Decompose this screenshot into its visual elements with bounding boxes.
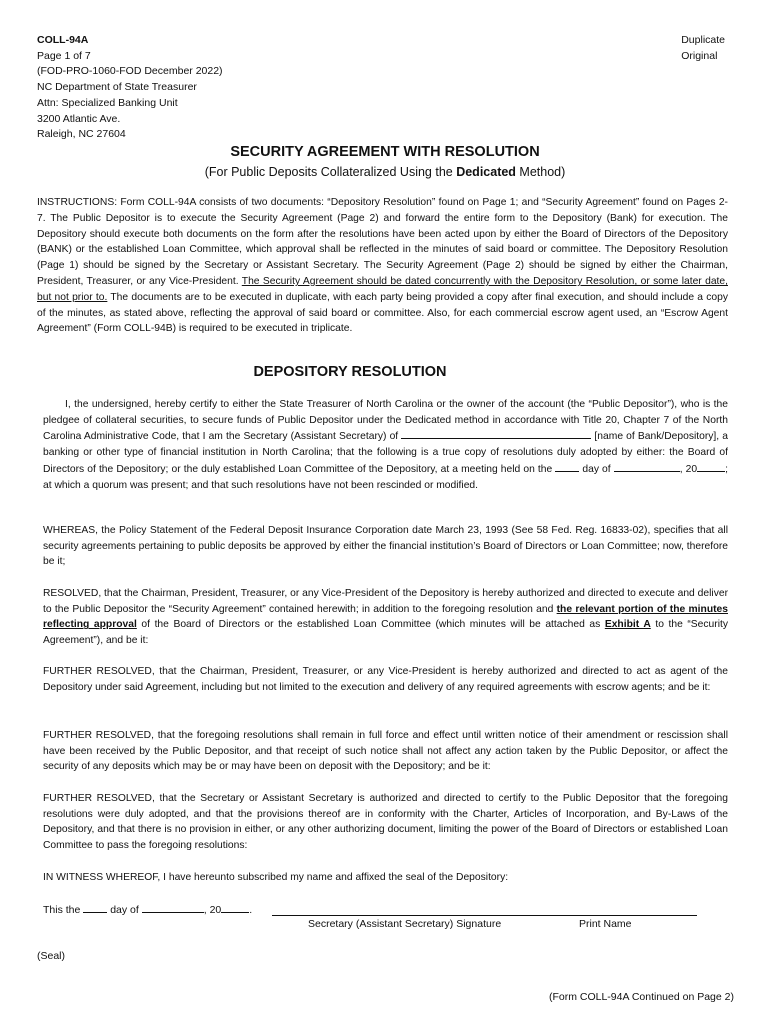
copy-designation: [681, 33, 725, 64]
p3-text-c: to the “Security Agreement”), and be it:: [43, 619, 729, 647]
period-text: .: [249, 904, 253, 916]
day-of-text: day of: [107, 904, 142, 916]
instructions-text-b: The documents are to be executed in duplicate, with each party being provided a copy after final execution, and should include a copy of the minutes, as stated above, reflecting the approval of said board or committee. Also, for each commercial escrow agent used, an “Escrow Agent Agreement” (Form COLL-94B) is required to be executed in triplicate.: [37, 291, 729, 335]
p1-text-e: ; at which a quorum was present; and that such resolutions have not been rescinded or modified.: [43, 463, 728, 491]
meeting-month-blank[interactable]: [614, 461, 680, 472]
document-title: SECURITY AGREEMENT WITH RESOLUTION: [230, 144, 540, 160]
instructions-paragraph: [37, 195, 728, 337]
document-subtitle: [0, 165, 770, 179]
print-name-label: Print Name: [579, 918, 632, 930]
city-state-zip: Raleigh, NC 27604: [37, 128, 126, 141]
p3-text-a: RESOLVED, that the Chairman, President, Treasurer, or any Vice-President of the Depository is hereby authorized and directed to execute and deliver to the Public Depositor the “Security Agreement” contained herewith; in addition to the foregoing resolution and: [43, 588, 728, 615]
signature-label: Secretary (Assistant Secretary) Signature: [308, 918, 502, 930]
this-the-text: This the: [43, 904, 84, 916]
certification-paragraph: [43, 397, 728, 493]
signature-date-line: [43, 902, 252, 916]
further-resolved-agent: FURTHER RESOLVED, that the Chairman, President, Treasurer, or any Vice-President is hereby authorized and directed to act as agent of the Depository under said Agreement, including but not limited to the execution and delivery of any required agreements with escrow agents; and be it:: [43, 666, 728, 693]
form-reference: (FOD-PRO-1060-FOD December 2022): [37, 65, 223, 78]
p1-text-d: , 20: [679, 463, 698, 475]
p1-text-b: [name of Bank/Depository], a banking or other type of financial institution in North Carolina; that the following is a true copy of resolutions duly adopted by either: the Board of Directors of the Depository; or the duly established Loan Committee of the Depository, at a meeting held on the: [43, 431, 728, 475]
p1-text-c: day of: [579, 463, 614, 475]
header-address-block: [37, 33, 223, 143]
seal-label: (Seal): [37, 950, 66, 962]
signature-line[interactable]: [272, 915, 697, 916]
p1-text-a: I, the undersigned, hereby certify to either the State Treasurer of North Carolina or the owner of the account (the “Public Depositor”), who is the pledgee of collateral securities, to secure funds of Public Depositor under the Dedicated method in accordance with Title 20, Chapter 7 of the North Carolina Administrative Code, that I am the Secretary (Assistant Secretary) of: [43, 399, 728, 443]
exhibit-a-ref: Exhibit A: [604, 619, 651, 631]
sign-year-blank[interactable]: [221, 902, 249, 913]
page-number: Page 1 of 7: [37, 49, 91, 62]
resolved-paragraph: [43, 586, 728, 649]
p3-bold-underlined: the relevant portion of the minutes reflecting approval: [43, 603, 728, 631]
continued-footer: (Form COLL-94A Continued on Page 2): [548, 991, 734, 1003]
subtitle-text-a: (For Public Deposits Collateralized Using the: [204, 165, 457, 179]
form-code: COLL-94A: [37, 34, 89, 46]
street-address: 3200 Atlantic Ave.: [37, 112, 121, 125]
meeting-day-blank[interactable]: [555, 461, 579, 472]
department-name: NC Department of State Treasurer: [37, 81, 197, 94]
subtitle-text-b: Method): [515, 165, 566, 179]
sign-month-blank[interactable]: [142, 902, 204, 913]
further-resolved-certify: FURTHER RESOLVED, that the Secretary or Assistant Secretary is authorized and directed to certify to the Public Depositor that the foregoing resolutions were duly adopted, and that the provisions thereof are in conformity with the Charter, Articles of Incorporation, and By-Laws of the Depository, and that there is no provision in either, or any other authorizing document, limiting the power of the Board of Directors or established Loan Committee to pass the foregoing resolutions:: [43, 793, 728, 852]
attention-line: Attn: Specialized Banking Unit: [37, 96, 178, 109]
sign-day-blank[interactable]: [83, 902, 107, 913]
instructions-text-a: INSTRUCTIONS: Form COLL-94A consists of two documents: “Depository Resolution” found on Page 1; and “Security Agreement” found on Pages 2-7. The Public Depositor is to execute the Security Agreement (Page 2) and forward the entire form to the Depository (Bank) for execution. The Depository should execute both documents on the form after the resolutions have been acted upon by either the Board of Directors of the Depository (BANK) or the established Loan Committee, which approval shall be reflected in the minutes of said board or committee. The Depository Resolution (Page 1) should be signed by the Secretary or Assistant Secretary. The Security Agreement (Page 2) should be signed by either the Chairman, President, Treasurer, or any Vice-President.: [37, 197, 728, 287]
bank-name-blank[interactable]: [401, 428, 591, 439]
further-resolved-effect: FURTHER RESOLVED, that the foregoing resolutions shall remain in full force and effect until written notice of their amendment or rescission shall have been received by the Public Depositor, and that receipt of such notice shall not affect any action taken by the Public Depositor, or affect the security of any deposits which may be or may have been on deposit with the Depository; and be it:: [43, 730, 728, 773]
subtitle-bold: Dedicated: [456, 165, 516, 179]
section-title: DEPOSITORY RESOLUTION: [253, 364, 447, 380]
meeting-year-blank[interactable]: [697, 461, 725, 472]
witness-clause: IN WITNESS WHEREOF, I have hereunto subscribed my name and affixed the seal of the Depository:: [43, 872, 509, 883]
p3-text-b: of the Board of Directors or the established Loan Committee (which minutes will be attached as: [136, 619, 605, 631]
copy-original: Original: [681, 49, 718, 62]
whereas-paragraph: WHEREAS, the Policy Statement of the Federal Deposit Insurance Corporation date March 23, 1993 (See 58 Fed. Reg. 16833-02), specifies that all security agreements pertaining to public deposits be approved by either the financial institution’s Board of Directors or Loan Committee; now, therefore be it;: [43, 525, 728, 568]
copy-duplicate: Duplicate: [681, 34, 725, 46]
instructions-underlined: The Security Agreement should be dated concurrently with the Depository Resolution, or some later date, but not prior to.: [37, 275, 728, 303]
comma-20-text: , 20: [203, 904, 222, 916]
